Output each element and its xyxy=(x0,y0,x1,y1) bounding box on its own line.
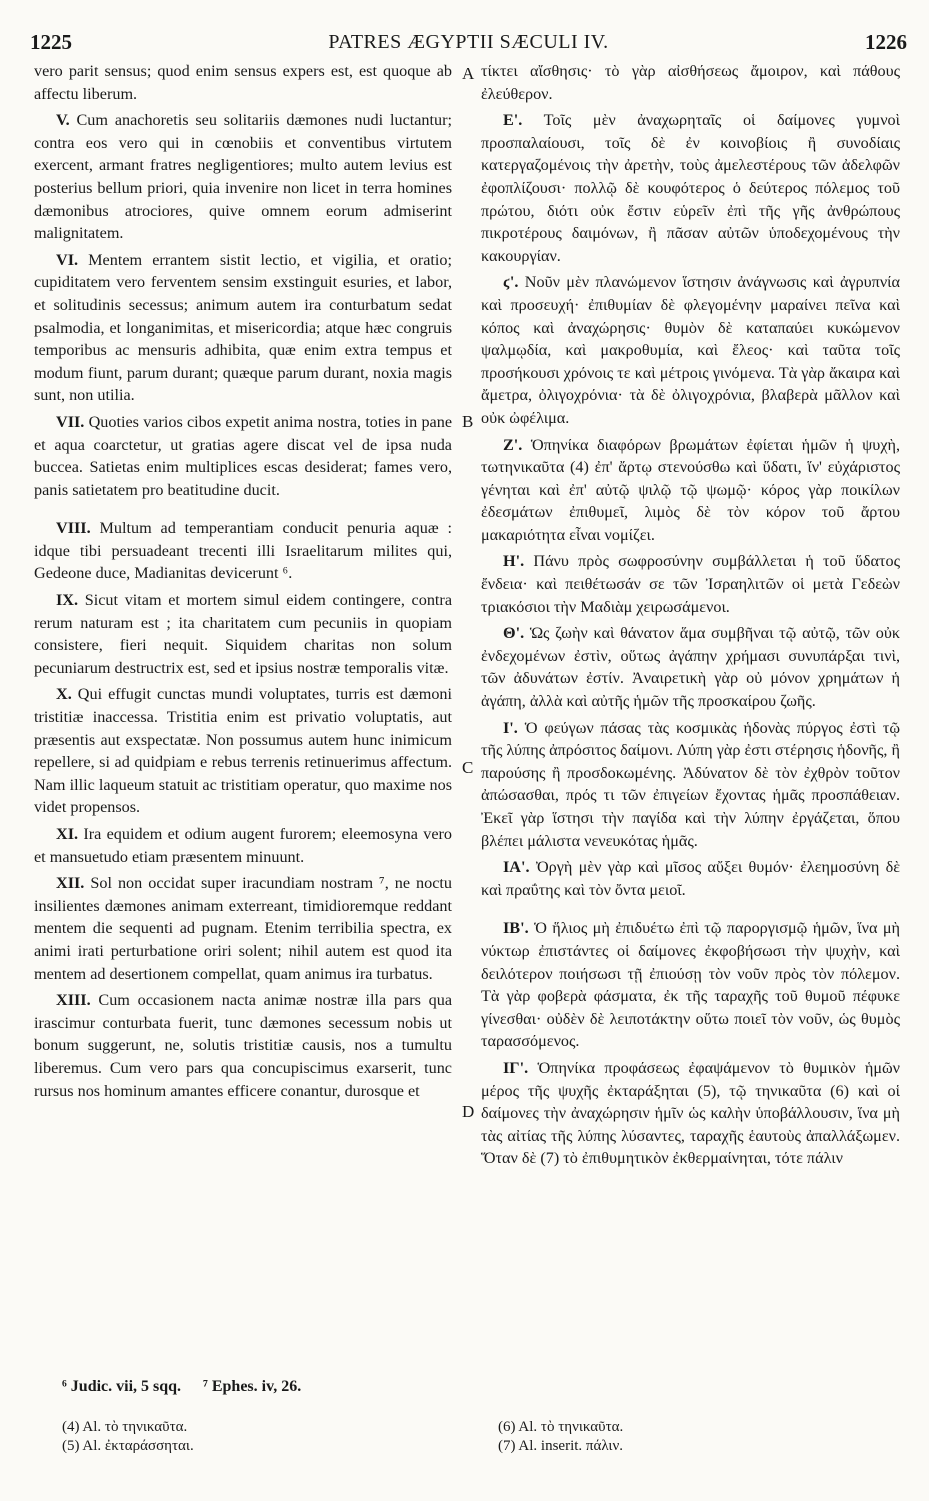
margin-marker-a: A xyxy=(462,64,475,83)
para-text: Mentem errantem sistit lectio, et vigilia, et oratio; cupiditatem vero ferventem sensim exstinguit esuries, et labor, et solitudinis secessus; animum autem ira conturbatum sedat psalmodia, et longanimitas, et misericordia; atque hæc congruis temporibus ac mensuris adhibita, quæ enim extra tempus et modum fiunt, parum durant; quæque parum durant, noxia magis sunt, non utilia. xyxy=(34,250,452,405)
page-header xyxy=(30,30,907,54)
para-text: Sol non occidat super iracundiam nostram ⁷, ne noctu insilientes dæmones animam exterreant, timidioremque reddant mentem die sequenti ad pugnam. Etenim terribilia spectra, ex animi irati perturbatione oriri solent; nihil autem est quod ita mentem ad desertionem compellat, quam animus ira turbatus. xyxy=(34,874,452,983)
right-page-number: 1226 xyxy=(865,30,907,54)
latin-para-9 xyxy=(34,589,452,679)
para-number: XI. xyxy=(56,825,79,843)
greek-para-12 xyxy=(481,917,900,1053)
para-text: Ὁπηνίκα διαφόρων βρωμάτων ἐφίεται ἡμῶν ἡ ψυχὴ, τωτηνικαῦτα (4) ἐπ' ἄρτῳ στενούσθω καὶ ὕδατι, ἵν' εὐχάριστος γένηται καὶ ἐπ' αὐτῷ ψιλῷ τῷ ψωμῷ· κόρος γὰρ ποικίλων ἐδεσμάτων ἐπιθυμεῖ, λιμὸς δὲ τὸν κόρον τοῦ ἄρτου μακαριότητα εἶναι νομίζει. xyxy=(481,435,901,544)
para-number: ΙΑ'. xyxy=(503,858,530,877)
para-text: Τοῖς μὲν ἀναχωρηταῖς οἱ δαίμονες γυμνοὶ προσπαλαίουσι, τοῖς δὲ ἐν κοινοβίοις ἢ συνοδίαις κατεργαζομένοις τὴν ἀρετὴν, τοὺς ἀμελεστέρους τῶν ἀδελφῶν ἐφοπλίζουσι· πολλῷ δὲ κουφότερος ὁ δεύτερος πόλεμος τοῦ πρώτου, διότι οὐκ ἔστιν εὑρεῖν ἐπὶ τῆς γῆς ἀνθρώπους πικροτέρους δαιμόνων, ἢ πᾶσαν αὐτῶν ὑποδεχομένους τὴν κακουργίαν. xyxy=(481,111,900,265)
greek-para-5 xyxy=(481,109,900,267)
margin-marker-b: B xyxy=(462,412,474,431)
para-number: Θ'. xyxy=(503,624,525,643)
para-number: Ι'. xyxy=(503,718,518,737)
para-number: XIII. xyxy=(56,991,91,1010)
para-text: Ὀργὴ μὲν γὰρ καὶ μῖσος αὔξει θυμόν· ἐλεημοσύνη δὲ καὶ πραΰτης καὶ τὸν ὄντα μειοῖ. xyxy=(481,858,901,899)
left-page-number: 1225 xyxy=(30,30,72,54)
para-text: Ὁ ἥλιος μὴ ἐπιδυέτω ἐπὶ τῷ παροργισμῷ ἡμῶν, ἵνα μὴ νύκτωρ ἐπιστάντες οἱ δαίμονες ἐκφοβήσωσι τὴν ψυχὴν, καὶ δειλότερον ποιήσωσι τῇ ἐπιούσῃ τὸν νοῦν πρὸς τὸν πόλεμον. Τὰ γὰρ φοβερὰ φάσματα, ἐκ τῆς ταραχῆς τοῦ θυμοῦ πέφυκε γίνεσθαι· οὐδὲν δὲ λειποτάκτην οὕτω ποιεῖ τὸν νοῦν, ὡς θυμὸς ταρασσόμενος. xyxy=(481,919,900,1051)
para-text: Ὡς ζωὴν καὶ θάνατον ἅμα συμβῆναι τῷ αὐτῷ, τῶν οὐκ ἐνδεχομένων ἐστὶν, οὕτως ἀγάπην χρήμασι συνυπάρξαι τινὶ, τῶν ἀδυνάτων ἐστίν. Ἀναιρετικὴ γὰρ οὐ μόνον χρημάτων ἡ ἀγάπη, ἀλλὰ καὶ αὐτῆς ἡμῶν τῆς προσκαίρου ζωῆς. xyxy=(481,624,900,711)
para-number: ΙΒ'. xyxy=(503,919,529,938)
para-text: Cum occasionem nacta animæ nostræ illa pars qua irascimur conturbata fuerit, tunc dæmones secessum nobis ut bonum suggerunt, ne, solutis tristitiæ causis, nos a tumultu liberemus. Cum vero pars qua concupiscimus exarserit, tunc rursus nos hominum amantes efficere conantur, durosque et xyxy=(34,991,453,1100)
para-text: Qui effugit cunctas mundi voluptates, turris est dæmoni tristitiæ inaccessa. Tristitia enim est privatio voluptatis, aut præsentis aut exspectatæ. Non possumus autem hunc inimicum repellere, si ad quidpiam e rebus terrenis retinuerimus affectum. Nam illic laqueum statuit ac tristitiam operatur, quo maxime nos videt propensos. xyxy=(34,685,453,817)
greek-para-10 xyxy=(481,717,900,853)
para-number: V. xyxy=(56,111,70,130)
latin-para-13 xyxy=(34,989,452,1102)
greek-para-8 xyxy=(481,550,900,618)
para-text: Ira equidem et odium augent furorem; eleemosyna vero et mansuetudo etiam præsentem minuunt. xyxy=(34,825,452,866)
variant-note-4: (4) Al. τὸ τηνικαῦτα. xyxy=(62,1419,188,1435)
latin-intro: vero parit sensus; quod enim sensus expers est, est quoque ab affectu liberum. xyxy=(34,62,452,103)
greek-para-6 xyxy=(481,271,900,429)
para-text: Quoties varios cibos expetit anima nostra, toties in pane et aqua coarctetur, ut gratias agere discat vel de ipsa nuda buccea. Satietas enim multiplices escas desiderat; fames vero, panis satietatem pro beatitudine ducit. xyxy=(34,412,453,499)
para-number: ΙΓ'. xyxy=(503,1058,529,1077)
running-title: PATRES ÆGYPTII SÆCULI IV. xyxy=(328,31,609,53)
footnote-7: ⁷ Ephes. iv, 26. xyxy=(203,1378,302,1395)
latin-para-11 xyxy=(34,823,452,868)
para-text: Multum ad temperantiam conducit penuria aquæ : idque tibi persuadeant trecenti illi Israelitarum milites qui, Gedeone duce, Madianitas devicerunt ⁶. xyxy=(34,519,452,583)
para-text: Sicut vitam et mortem simul eidem contingere, contra rerum naturam est ; ita charitatem cum pecuniis in quopiam consistere, fieri nequit. Siquidem charitas non solum pecuniarum destructrix est, sed et ipsius nostræ temporalis vitæ. xyxy=(34,591,453,677)
latin-para-6 xyxy=(34,249,452,407)
scripture-footnotes xyxy=(62,1378,319,1396)
para-text: Ὁ φεύγων πάσας τὰς κοσμικὰς ἡδονὰς πύργος ἐστὶ τῷ τῆς λύπης ἀπρόσιτος δαίμονι. Λύπη γὰρ ἐστι στέρησις ἡδονῆς, ἢ παρούσης ἢ προσδοκωμένης. Ἀδύνατον δὲ τὸν ἐχθρὸν τοῦτον ἀπώσασθαι, πρός τι τῶν ἐπιγείων ἔχοντας ἡμᾶς προσπάθειαν. Ἐκεῖ γὰρ ἵστησι τὴν παγίδα καὶ τὴν λύπην ἐργάζεται, ὅπου βλέπει μάλιστα νενευκότας ἡμᾶς. xyxy=(481,718,900,850)
margin-marker-d: D xyxy=(462,1102,475,1121)
latin-para-8 xyxy=(34,517,452,585)
para-number: VIII. xyxy=(56,519,91,538)
para-number: Η'. xyxy=(503,552,525,571)
para-number: IX. xyxy=(56,591,79,610)
greek-intro: τίκτει αἴσθησις· τὸ γὰρ αἰσθήσεως ἄμοιρον, καὶ πάθους ἐλεύθερον. xyxy=(481,62,900,103)
variant-notes-right xyxy=(498,1418,623,1456)
variant-note-7: (7) Al. inserit. πάλιν. xyxy=(498,1438,623,1454)
para-text: Ὁπηνίκα προφάσεως ἐφαψάμενον τὸ θυμικὸν ἡμῶν μέρος τῆς ψυχῆς ἐκταράξηται (5), τῷ τηνικαῦτα (6) καὶ οἱ δαίμονες τὴν ἀναχώρησιν ἡμῖν ὡς καλὴν ὑποβάλλουσιν, ἵνα μὴ τὰς αἰτίας τῆς λύπης λύσαντες, ταραχῆς ἑαυτοὺς ἀπαλλάξωμεν. Ὅταν δὲ (7) τὸ ἐπιθυμητικὸν ἐκθερμαίνηται, τότε πάλιν xyxy=(481,1058,901,1168)
variant-note-5: (5) Al. ἐκταράσσηται. xyxy=(62,1438,194,1454)
para-text: Πάνυ πρὸς σωφροσύνην συμβάλλεται ἡ τοῦ ὕδατος ἔνδεια· καὶ πειθέτωσάν σε τῶν Ἰσραηλιτῶν οἱ μετὰ Γεδεὼν τριακόσιοι τὴν Μαδιὰμ χειρωσάμενοι. xyxy=(481,552,901,616)
footnote-6: ⁶ Judic. vii, 5 sqq. xyxy=(62,1378,182,1395)
variant-notes-left xyxy=(62,1418,194,1456)
para-text: Νοῦν μὲν πλανώμενον ἵστησιν ἀνάγνωσις καὶ ἀγρυπνία καὶ προσευχή· ἐπιθυμίαν δὲ φλεγομένην μαραίνει πεῖνα καὶ κόπος καὶ ἀναχώρησις· θυμὸν δὲ καταπαύει κυκώμενον ψαλμῳδία, καὶ μακροθυμία, καὶ ἔλεος· καὶ ταῦτα τοῖς προσήκουσι χρόνοις τε καὶ μέτροις γινόμενα. Τὰ γὰρ ἄκαιρα καὶ ἄμετρα, ὀλιγοχρόνια· τὰ δὲ ὀλιγοχρόνια, βλαβερὰ μᾶλλον καὶ οὐκ ὠφέλιμα. xyxy=(481,273,901,427)
para-text: Cum anachoretis seu solitariis dæmones nudi luctantur; contra eos vero qui in cœnobiis et conventibus virtutem exercent, armant fratres negligentiores; multo autem levius est posterius bellum priori, quia invenire non licet in terra homines dæmonibus atrociores, quive omnem eorum admiserint malignitatem. xyxy=(34,111,453,243)
latin-column xyxy=(34,60,452,1106)
greek-para-13 xyxy=(481,1057,900,1170)
para-number: Ζ'. xyxy=(503,435,523,454)
para-number: XII. xyxy=(56,874,85,893)
para-number: X. xyxy=(56,685,72,704)
para-number: Ε'. xyxy=(503,111,523,130)
latin-para-10 xyxy=(34,683,452,819)
margin-marker-c: C xyxy=(462,758,474,777)
para-number: ϛ'. xyxy=(503,273,519,292)
greek-para-7 xyxy=(481,434,900,547)
greek-para-11 xyxy=(481,856,900,901)
latin-para-12 xyxy=(34,872,452,985)
greek-para-9 xyxy=(481,622,900,712)
latin-para-5 xyxy=(34,109,452,245)
para-number: VII. xyxy=(56,412,85,431)
para-number: VI. xyxy=(56,250,79,269)
latin-para-7 xyxy=(34,411,452,501)
variant-note-6: (6) Al. τὸ τηνικαῦτα. xyxy=(498,1419,624,1435)
greek-column xyxy=(481,60,900,1174)
